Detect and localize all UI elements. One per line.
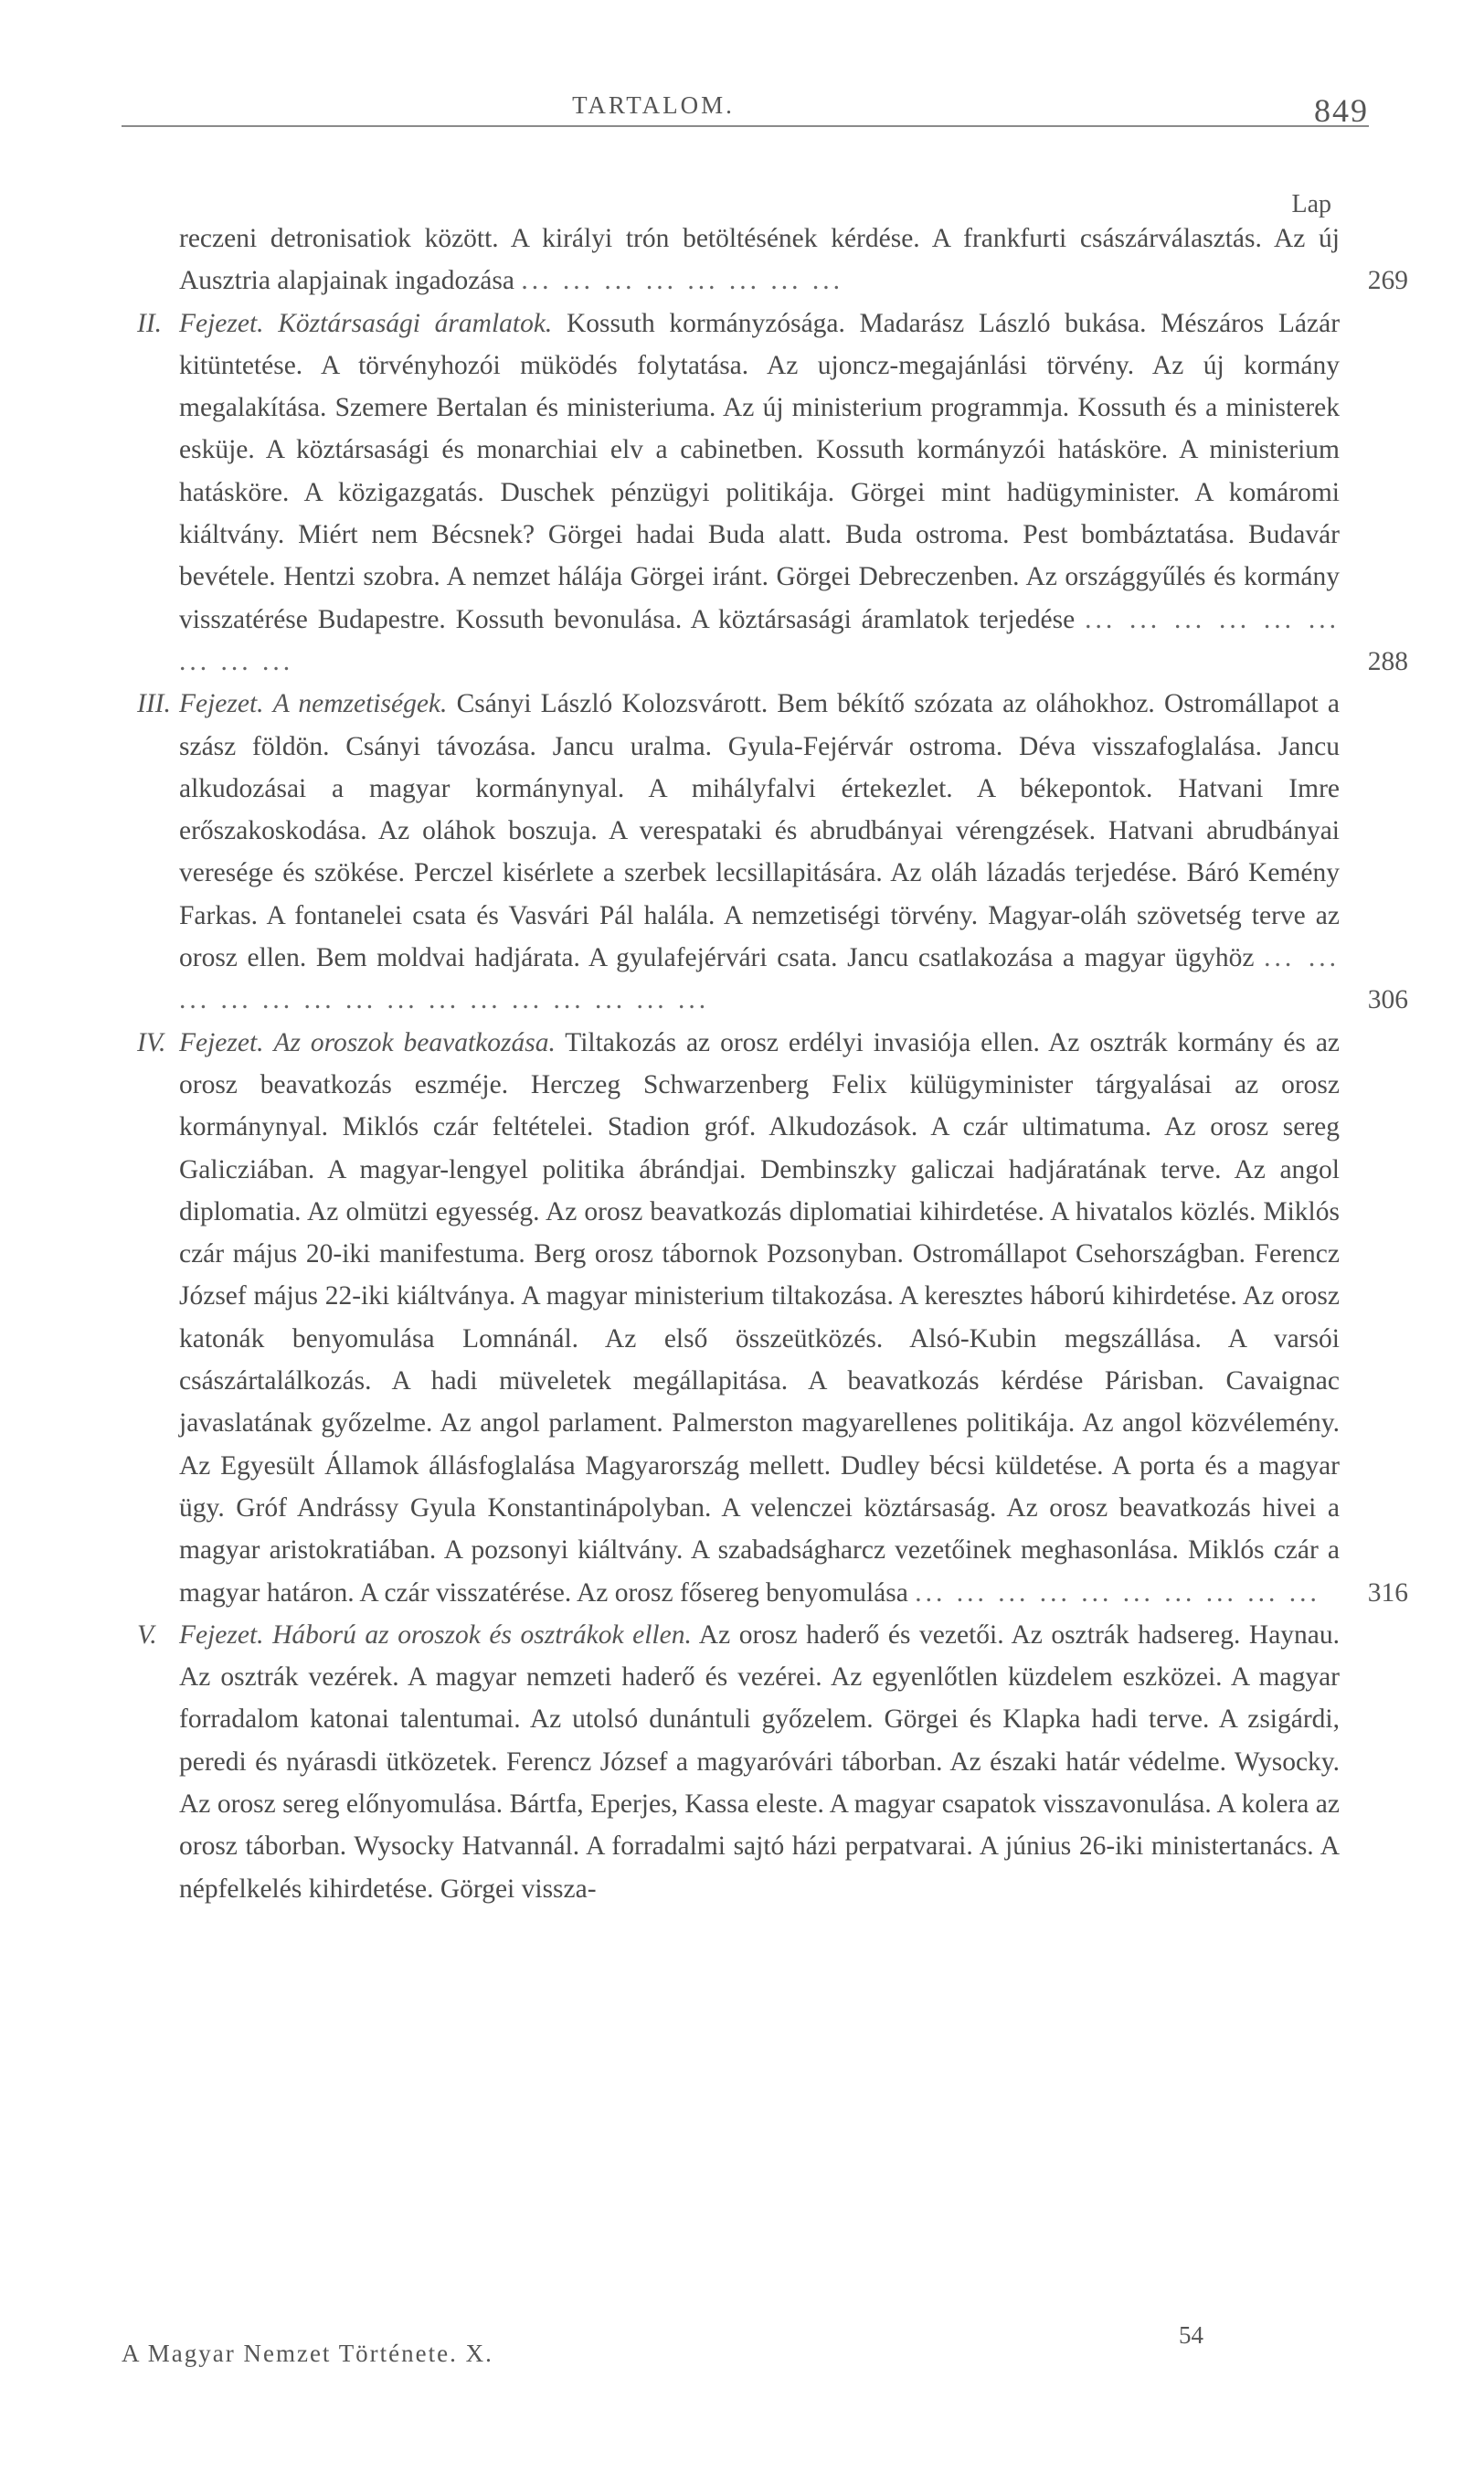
- entry-page-number: 269: [1367, 266, 1408, 296]
- chapter-title: A nemzetiségek.: [272, 689, 448, 719]
- toc-entry-chapter-2: [137, 303, 1408, 684]
- footer-book-title: A Magyar Nemzet Története. X.: [122, 2340, 493, 2367]
- entry-text: reczeni detronisatiok között. A királyi trón betöltésének kérdése. A frankfurti császárválasztás. Az új Ausztria alapjainak ingadozása: [179, 224, 1340, 296]
- toc-entry-continuation: [179, 218, 1408, 303]
- toc-entry-chapter-5: [137, 1614, 1341, 1910]
- entry-page-number: 288: [1367, 646, 1408, 676]
- entry-page-number: 306: [1367, 985, 1408, 1015]
- toc-entry-chapter-3: [137, 683, 1408, 1021]
- chapter-label: Fejezet.: [179, 1619, 264, 1650]
- chapter-numeral: V.: [137, 1619, 157, 1650]
- lap-column-label: Lap: [1291, 190, 1331, 218]
- entry-text: Csányi László Kolozsvárott. Bem békítő szózata az oláhokhoz. Ostromállapot a szász földön. Csányi távozása. Jancu uralma. Gyula-Fejérvár ostroma. Déva visszafoglalása. Jancu alkudozásai a magyar kormánynyal. A mihályfalvi értekezlet. A békepontok. Hatvani Imre erőszakoskodása. Az oláhok boszuja. A verespataki és abrudbányai vérengzések. Hatvani abrudbányai veresége és szökése. Perczel kisérlete a szerbek lecsillapitására. Az oláh lázadás terjedése. Báró Kemény Farkas. A fontanelei csata és Vasvári Pál halála. A nemzetiségi törvény. Magyar-oláh szövetség terve az orosz ellen. Bem moldvai hadjárata. A gyulafejérvári csata. Jancu csatlakozása a magyar ügyhöz: [179, 689, 1340, 973]
- entry-text: Kossuth kormányzósága. Madarász László bukása. Mészáros Lázár kitüntetése. A törvényhozói müködés folytatása. Az ujoncz-megajánlási törvény. Az új kormány megalakítása. Szemere Bertalan és ministeriuma. Az új ministerium programmja. Kossuth és a ministerek esküje. A köztársasági és monarchiai elv a cabinetben. Kossuth kormányzói hatásköre. A ministerium hatásköre. A közigazgatás. Duschek pénzügyi politikája. Görgei mint hadügyminister. A komáromi kiáltvány. Miért nem Bécsnek? Görgei hadai Buda alatt. Buda ostroma. Pest bombáztatása. Budavár bevétele. Hentzi szobra. A nemzet hálája Görgei iránt. Görgei Debreczenben. Az országgyűlés és kormány visszatérése Budapestre. Kossuth bevonulása. A köztársasági áramlatok terjedése: [179, 308, 1341, 634]
- leader-dots: ... ... ... ... ... ... ... ...: [521, 266, 843, 296]
- chapter-numeral: III.: [137, 689, 171, 719]
- chapter-title: Az oroszok beavatkozása.: [273, 1027, 556, 1057]
- toc-entry-chapter-4: [137, 1022, 1408, 1614]
- leader-dots: ... ... ... ... ... ... ... ... ...: [179, 604, 1341, 676]
- table-of-contents: [137, 218, 1408, 1910]
- header-rule: [122, 125, 1369, 127]
- chapter-title: Háború az oroszok és osztrákok ellen.: [272, 1619, 692, 1650]
- signature-mark: 54: [1179, 2321, 1203, 2349]
- page-number: 849: [1314, 92, 1369, 129]
- leader-dots: ... ... ... ... ... ... ... ... ... ... ... ... ... ... ...: [179, 943, 1340, 1015]
- chapter-label: Fejezet.: [179, 689, 264, 719]
- entry-text: Az orosz haderő és vezetői. Az osztrák hadsereg. Haynau. Az osztrák vezérek. A magyar nemzeti haderő és vezérei. Az egyenlőtlen küzdelem eszközei. A magyar forradalom katonai talentumai. Az utolsó dunántuli győzelem. Görgei és Klapka hadi terve. A zsigárdi, peredi és nyárasdi ütközetek. Ferencz József a magyaróvári táborban. Az északi határ védelme. Wysocky. Az orosz sereg előnyomulása. Bártfa, Eperjes, Kassa eleste. A magyar csapatok visszavonulása. A kolera az orosz táborban. Wysocky Hatvannál. A forradalmi sajtó házi perpatvarai. A június 26-iki ministertanács. A népfelkelés kihirdetése. Görgei vissza-: [179, 1619, 1341, 1904]
- running-head-title: TARTALOM.: [572, 91, 735, 119]
- chapter-label: Fejezet.: [179, 308, 264, 338]
- leader-dots: ... ... ... ... ... ... ... ... ... ...: [915, 1577, 1320, 1608]
- chapter-label: Fejezet.: [179, 1027, 264, 1057]
- chapter-title: Köztársasági áramlatok.: [278, 308, 553, 338]
- entry-text: Tiltakozás az orosz erdélyi invasiója ellen. Az osztrák kormány és az orosz beavatkozás eszméje. Herczeg Schwarzenberg Felix külügyminister tárgyalásai az orosz kormánynyal. Miklós czár feltételei. Stadion gróf. Alkudozások. A czár ultimatuma. Az orosz sereg Galicziában. A magyar-lengyel politika ábrándjai. Dembinszky galiczai hadjáratának terve. Az angol diplomatia. Az olmützi egyesség. Az orosz beavatkozás diplomatiai kihirdetése. A hivatalos közlés. Miklós czár május 20-iki manifestuma. Berg orosz tábornok Pozsonyban. Ostromállapot Csehországban. Ferencz József május 22-iki kiáltványa. A magyar ministerium tiltakozása. A keresztes háború kihirdetése. Az orosz katonák benyomulása Lomnánál. Az első összeütközés. Alsó-Kubin megszállása. A varsói császártalálkozás. A hadi müveletek megállapitása. A beavatkozás kérdése Párisban. Cavaignac javaslatának győzelme. Az angol parlament. Palmerston magyarellenes politikája. Az angol közvélemény. Az Egyesült Államok állásfoglalása Magyarország mellett. Dudley bécsi küldetése. A porta és a magyar ügy. Gróf Andrássy Gyula Konstantinápolyban. A velenczei köztársaság. Az orosz beavatkozás hivei a magyar aristokratiában. A pozsonyi kiáltvány. A szabadságharcz vezetőinek meghasonlása. Miklós czár a magyar határon. A czár visszatérése. Az orosz fősereg benyomulása: [179, 1027, 1341, 1608]
- chapter-numeral: II.: [137, 308, 163, 338]
- chapter-numeral: IV.: [137, 1027, 166, 1057]
- entry-page-number: 316: [1367, 1577, 1408, 1608]
